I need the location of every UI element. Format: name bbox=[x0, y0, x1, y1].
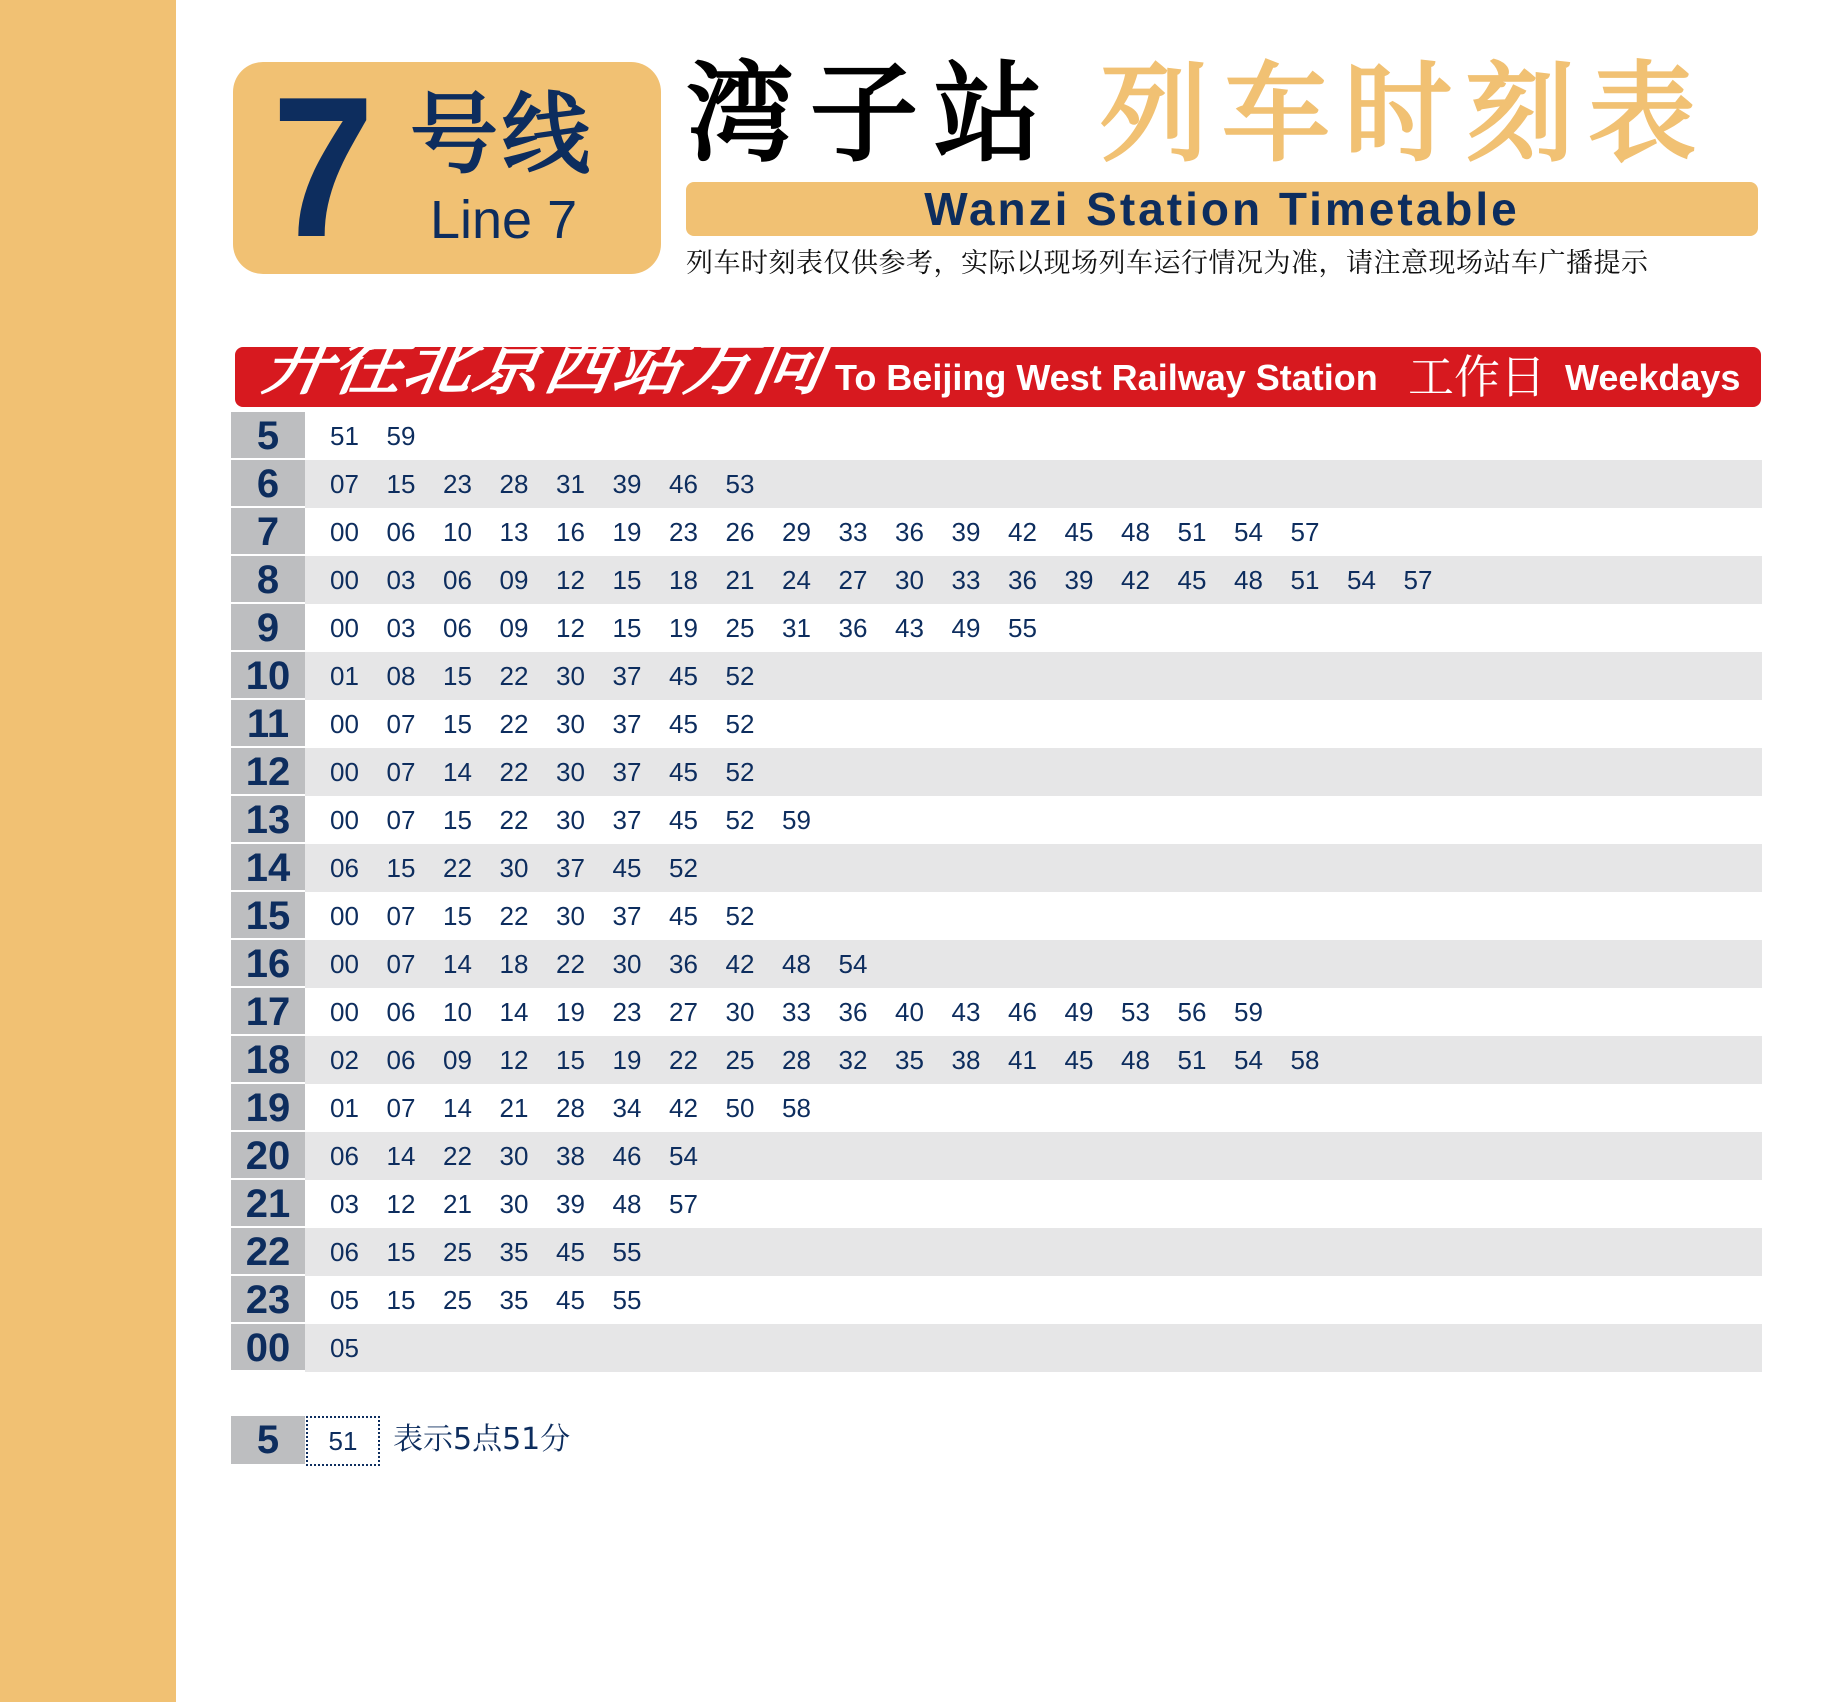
minute-value: 18 bbox=[669, 565, 698, 595]
minute-value: 48 bbox=[1121, 1045, 1150, 1075]
minute-value: 59 bbox=[386, 421, 416, 451]
hour-cell: 23 bbox=[231, 1276, 305, 1322]
timetable-row bbox=[231, 700, 1762, 748]
minute-value: 54 bbox=[838, 949, 868, 979]
minute-value: 15 bbox=[386, 1285, 416, 1315]
minutes-cell bbox=[305, 940, 1762, 988]
minute-value: 27 bbox=[838, 565, 868, 595]
minute-value: 14 bbox=[443, 757, 472, 787]
minute-value: 10 bbox=[443, 997, 472, 1027]
minute-value: 46 bbox=[669, 469, 698, 499]
minute-value: 28 bbox=[782, 1045, 811, 1075]
minute-value: 22 bbox=[499, 757, 529, 787]
minute-value: 54 bbox=[1234, 1045, 1263, 1075]
minute-value: 45 bbox=[669, 661, 698, 691]
minute-value: 23 bbox=[612, 997, 642, 1027]
minute-value: 36 bbox=[838, 613, 868, 643]
minute-value: 53 bbox=[1121, 997, 1150, 1027]
minute-value: 58 bbox=[782, 1093, 811, 1123]
minute-value: 30 bbox=[725, 997, 755, 1027]
legend-hour: 5 bbox=[231, 1416, 305, 1464]
hour-cell: 5 bbox=[231, 412, 305, 458]
minute-value: 01 bbox=[330, 1093, 359, 1123]
timetable-row bbox=[231, 844, 1762, 892]
timetable-row bbox=[231, 1084, 1762, 1132]
minute-value: 12 bbox=[499, 1045, 529, 1075]
minute-value: 22 bbox=[499, 805, 529, 835]
minutes-cell bbox=[305, 1228, 1762, 1276]
minute-value: 56 bbox=[1177, 997, 1207, 1027]
minute-value: 06 bbox=[330, 1141, 359, 1171]
timetable-row bbox=[231, 652, 1762, 700]
timetable-row bbox=[231, 556, 1762, 604]
minute-value: 03 bbox=[386, 613, 416, 643]
minute-value: 46 bbox=[612, 1141, 642, 1171]
minute-value: 30 bbox=[499, 853, 529, 883]
minute-value: 15 bbox=[556, 1045, 585, 1075]
minutes-cell bbox=[305, 556, 1762, 604]
minute-value: 07 bbox=[386, 949, 416, 979]
side-color-bar bbox=[0, 0, 176, 1702]
minute-value: 38 bbox=[951, 1045, 981, 1075]
minute-value: 15 bbox=[386, 469, 416, 499]
minute-value: 15 bbox=[443, 709, 472, 739]
timetable-row bbox=[231, 1324, 1762, 1372]
minute-value: 00 bbox=[330, 901, 359, 931]
minute-value: 57 bbox=[1403, 565, 1433, 595]
minute-value: 45 bbox=[612, 853, 642, 883]
minute-value: 19 bbox=[612, 517, 642, 547]
minutes-cell bbox=[305, 748, 1762, 796]
line-name-en: Line 7 bbox=[430, 190, 578, 250]
minute-value: 30 bbox=[556, 901, 585, 931]
timetable-row bbox=[231, 508, 1762, 556]
minute-value: 39 bbox=[612, 469, 642, 499]
minute-value: 36 bbox=[1008, 565, 1037, 595]
title-suffix: 列车时刻表 bbox=[1100, 52, 1711, 177]
hour-cell: 20 bbox=[231, 1132, 305, 1178]
minute-value: 10 bbox=[443, 517, 472, 547]
minute-value: 37 bbox=[556, 853, 585, 883]
minute-value: 01 bbox=[330, 661, 359, 691]
line-name-cn: 号线 bbox=[410, 83, 595, 186]
hour-cell: 14 bbox=[231, 844, 305, 890]
minute-value: 46 bbox=[1008, 997, 1037, 1027]
minute-value: 48 bbox=[1121, 517, 1150, 547]
hour-cell: 22 bbox=[231, 1228, 305, 1274]
hour-cell: 16 bbox=[231, 940, 305, 986]
minute-value: 25 bbox=[443, 1237, 472, 1267]
minute-value: 21 bbox=[499, 1093, 529, 1123]
minute-value: 55 bbox=[612, 1285, 642, 1315]
minute-value: 33 bbox=[838, 517, 868, 547]
minute-value: 43 bbox=[895, 613, 924, 643]
hour-cell: 15 bbox=[231, 892, 305, 938]
minute-value: 19 bbox=[612, 1045, 642, 1075]
minute-value: 07 bbox=[386, 1093, 416, 1123]
hour-cell: 12 bbox=[231, 748, 305, 794]
minutes-cell bbox=[305, 1180, 1762, 1228]
timetable-row bbox=[231, 460, 1762, 508]
minute-value: 54 bbox=[669, 1141, 698, 1171]
day-type-cn: 工作日 bbox=[1408, 350, 1546, 404]
minute-value: 29 bbox=[782, 517, 811, 547]
hour-cell: 10 bbox=[231, 652, 305, 698]
station-name: 湾子站 bbox=[686, 52, 1059, 177]
minute-value: 30 bbox=[556, 757, 585, 787]
minute-value: 15 bbox=[443, 901, 472, 931]
line-number: 7 bbox=[272, 56, 375, 279]
minute-value: 53 bbox=[725, 469, 755, 499]
timetable-row bbox=[231, 1036, 1762, 1084]
hour-cell: 13 bbox=[231, 796, 305, 842]
minute-value: 06 bbox=[386, 1045, 416, 1075]
hour-cell: 19 bbox=[231, 1084, 305, 1130]
minute-value: 51 bbox=[1177, 517, 1207, 547]
english-title: Wanzi Station Timetable bbox=[924, 183, 1520, 235]
timetable-row bbox=[231, 604, 1762, 652]
minute-value: 48 bbox=[612, 1189, 642, 1219]
minute-value: 07 bbox=[386, 709, 416, 739]
minute-value: 07 bbox=[330, 469, 359, 499]
minute-value: 52 bbox=[669, 853, 698, 883]
minute-value: 00 bbox=[330, 709, 359, 739]
hour-cell: 18 bbox=[231, 1036, 305, 1082]
minute-value: 36 bbox=[838, 997, 868, 1027]
minute-value: 58 bbox=[1290, 1045, 1320, 1075]
minute-value: 02 bbox=[330, 1045, 359, 1075]
minute-value: 21 bbox=[443, 1189, 472, 1219]
minute-value: 45 bbox=[669, 757, 698, 787]
minute-value: 55 bbox=[612, 1237, 642, 1267]
minute-value: 42 bbox=[1121, 565, 1150, 595]
minute-value: 23 bbox=[669, 517, 698, 547]
minute-value: 59 bbox=[1234, 997, 1263, 1027]
timetable-row bbox=[231, 796, 1762, 844]
minutes-cell bbox=[305, 844, 1762, 892]
minute-value: 19 bbox=[556, 997, 585, 1027]
minute-value: 33 bbox=[782, 997, 811, 1027]
minute-value: 12 bbox=[386, 1189, 416, 1219]
minute-value: 30 bbox=[556, 709, 585, 739]
minute-value: 12 bbox=[556, 613, 585, 643]
minute-value: 18 bbox=[499, 949, 529, 979]
minute-value: 42 bbox=[725, 949, 755, 979]
minute-value: 00 bbox=[330, 805, 359, 835]
legend-minute: 51 bbox=[306, 1416, 380, 1466]
minutes-cell bbox=[305, 892, 1762, 940]
hour-cell: 17 bbox=[231, 988, 305, 1034]
minute-value: 49 bbox=[1064, 997, 1094, 1027]
minute-value: 35 bbox=[895, 1045, 924, 1075]
minutes-cell bbox=[305, 460, 1762, 508]
minute-value: 13 bbox=[499, 517, 529, 547]
minute-value: 39 bbox=[951, 517, 981, 547]
minute-value: 15 bbox=[612, 565, 642, 595]
minute-value: 09 bbox=[443, 1045, 472, 1075]
minutes-cell bbox=[305, 652, 1762, 700]
minute-value: 30 bbox=[499, 1141, 529, 1171]
minute-value: 06 bbox=[386, 997, 416, 1027]
minutes-cell bbox=[305, 508, 1762, 556]
hour-cell: 00 bbox=[231, 1324, 305, 1370]
minute-value: 14 bbox=[443, 1093, 472, 1123]
minute-value: 51 bbox=[1290, 565, 1320, 595]
minute-value: 16 bbox=[556, 517, 585, 547]
minutes-cell bbox=[305, 1324, 1762, 1372]
minute-value: 33 bbox=[951, 565, 981, 595]
minutes-cell bbox=[305, 412, 1762, 460]
minute-value: 54 bbox=[1347, 565, 1376, 595]
minutes-cell bbox=[305, 1036, 1762, 1084]
minute-value: 45 bbox=[669, 901, 698, 931]
minute-value: 25 bbox=[725, 613, 755, 643]
minute-value: 06 bbox=[443, 613, 472, 643]
minute-value: 31 bbox=[782, 613, 811, 643]
hour-cell: 6 bbox=[231, 460, 305, 506]
minute-value: 37 bbox=[612, 805, 642, 835]
timetable-row bbox=[231, 748, 1762, 796]
minute-value: 12 bbox=[556, 565, 585, 595]
minute-value: 21 bbox=[725, 565, 755, 595]
minute-value: 34 bbox=[612, 1093, 642, 1123]
minute-value: 49 bbox=[951, 613, 981, 643]
minutes-cell bbox=[305, 604, 1762, 652]
minute-value: 30 bbox=[895, 565, 924, 595]
minute-value: 50 bbox=[725, 1093, 755, 1123]
minute-value: 42 bbox=[669, 1093, 698, 1123]
hour-cell: 21 bbox=[231, 1180, 305, 1226]
minute-value: 48 bbox=[1234, 565, 1263, 595]
minute-value: 39 bbox=[1064, 565, 1094, 595]
minute-value: 48 bbox=[782, 949, 811, 979]
minutes-cell bbox=[305, 1132, 1762, 1180]
minute-value: 28 bbox=[499, 469, 529, 499]
minute-value: 23 bbox=[443, 469, 472, 499]
minute-value: 22 bbox=[669, 1045, 698, 1075]
minute-value: 59 bbox=[782, 805, 811, 835]
minute-value: 51 bbox=[330, 421, 359, 451]
minute-value: 24 bbox=[782, 565, 811, 595]
minute-value: 45 bbox=[556, 1285, 585, 1315]
minutes-cell bbox=[305, 1084, 1762, 1132]
direction-cn: 开往北京西站方向 bbox=[258, 326, 833, 405]
minute-value: 57 bbox=[669, 1189, 698, 1219]
minute-value: 38 bbox=[556, 1141, 585, 1171]
minute-value: 35 bbox=[499, 1285, 529, 1315]
minute-value: 19 bbox=[669, 613, 698, 643]
minutes-cell bbox=[305, 1276, 1762, 1324]
minute-value: 00 bbox=[330, 613, 359, 643]
minute-value: 14 bbox=[443, 949, 472, 979]
minute-value: 09 bbox=[499, 613, 529, 643]
minute-value: 06 bbox=[330, 1237, 359, 1267]
minutes-cell bbox=[305, 700, 1762, 748]
minute-value: 22 bbox=[499, 901, 529, 931]
minute-value: 14 bbox=[499, 997, 529, 1027]
minute-value: 07 bbox=[386, 901, 416, 931]
minute-value: 28 bbox=[556, 1093, 585, 1123]
minute-value: 22 bbox=[556, 949, 585, 979]
minute-value: 06 bbox=[330, 853, 359, 883]
minute-value: 45 bbox=[1064, 517, 1094, 547]
minute-value: 30 bbox=[612, 949, 642, 979]
timetable-row bbox=[231, 988, 1762, 1036]
minute-value: 42 bbox=[1008, 517, 1037, 547]
minute-value: 07 bbox=[386, 805, 416, 835]
minute-value: 35 bbox=[499, 1237, 529, 1267]
minute-value: 31 bbox=[556, 469, 585, 499]
minute-value: 30 bbox=[556, 661, 585, 691]
minute-value: 40 bbox=[895, 997, 924, 1027]
timetable-row bbox=[231, 1276, 1762, 1324]
minute-value: 55 bbox=[1008, 613, 1037, 643]
minute-value: 05 bbox=[330, 1285, 359, 1315]
minute-value: 52 bbox=[725, 709, 755, 739]
direction-en: To Beijing West Railway Station bbox=[835, 357, 1378, 398]
minute-value: 39 bbox=[556, 1189, 585, 1219]
timetable bbox=[231, 412, 1762, 1372]
timetable-row bbox=[231, 892, 1762, 940]
hour-cell: 11 bbox=[231, 700, 305, 746]
minute-value: 37 bbox=[612, 661, 642, 691]
minute-value: 00 bbox=[330, 949, 359, 979]
minute-value: 27 bbox=[669, 997, 698, 1027]
minute-value: 45 bbox=[669, 709, 698, 739]
minute-value: 36 bbox=[895, 517, 924, 547]
minute-value: 26 bbox=[725, 517, 755, 547]
minute-value: 45 bbox=[1177, 565, 1207, 595]
timetable-row bbox=[231, 940, 1762, 988]
minute-value: 25 bbox=[725, 1045, 755, 1075]
minute-value: 06 bbox=[443, 565, 472, 595]
minutes-cell bbox=[305, 988, 1762, 1036]
minute-value: 52 bbox=[725, 661, 755, 691]
minute-value: 43 bbox=[951, 997, 981, 1027]
minute-value: 00 bbox=[330, 997, 359, 1027]
minute-value: 03 bbox=[386, 565, 416, 595]
minute-value: 00 bbox=[330, 757, 359, 787]
minute-value: 25 bbox=[443, 1285, 472, 1315]
minute-value: 51 bbox=[1177, 1045, 1207, 1075]
timetable-row bbox=[231, 1180, 1762, 1228]
minute-value: 22 bbox=[499, 661, 529, 691]
notice-text: 列车时刻表仅供参考，实际以现场列车运行情况为准，请注意现场站车广播提示 bbox=[686, 248, 1649, 279]
minute-value: 05 bbox=[330, 1333, 359, 1363]
minute-value: 52 bbox=[725, 757, 755, 787]
minute-value: 22 bbox=[443, 1141, 472, 1171]
minute-value: 37 bbox=[612, 901, 642, 931]
minute-value: 32 bbox=[838, 1045, 868, 1075]
day-type-en: Weekdays bbox=[1565, 357, 1741, 398]
minute-value: 22 bbox=[443, 853, 472, 883]
hour-cell: 7 bbox=[231, 508, 305, 554]
minute-value: 00 bbox=[330, 517, 359, 547]
minute-value: 15 bbox=[612, 613, 642, 643]
timetable-row bbox=[231, 412, 1762, 460]
minute-value: 09 bbox=[499, 565, 529, 595]
legend-text: 表示5点51分 bbox=[393, 1422, 571, 1457]
minute-value: 14 bbox=[386, 1141, 416, 1171]
minute-value: 15 bbox=[443, 661, 472, 691]
minute-value: 30 bbox=[499, 1189, 529, 1219]
minute-value: 37 bbox=[612, 757, 642, 787]
minute-value: 15 bbox=[386, 853, 416, 883]
minute-value: 15 bbox=[386, 1237, 416, 1267]
minute-value: 36 bbox=[669, 949, 698, 979]
minute-value: 03 bbox=[330, 1189, 359, 1219]
minute-value: 37 bbox=[612, 709, 642, 739]
minute-value: 54 bbox=[1234, 517, 1263, 547]
timetable-row bbox=[231, 1228, 1762, 1276]
hour-cell: 9 bbox=[231, 604, 305, 650]
minute-value: 07 bbox=[386, 757, 416, 787]
minute-value: 06 bbox=[386, 517, 416, 547]
hour-cell: 8 bbox=[231, 556, 305, 602]
minute-value: 52 bbox=[725, 805, 755, 835]
minute-value: 52 bbox=[725, 901, 755, 931]
minute-value: 08 bbox=[386, 661, 416, 691]
minute-value: 00 bbox=[330, 565, 359, 595]
minute-value: 15 bbox=[443, 805, 472, 835]
minute-value: 22 bbox=[499, 709, 529, 739]
minutes-cell bbox=[305, 796, 1762, 844]
minute-value: 45 bbox=[1064, 1045, 1094, 1075]
minute-value: 30 bbox=[556, 805, 585, 835]
timetable-row bbox=[231, 1132, 1762, 1180]
minute-value: 45 bbox=[556, 1237, 585, 1267]
minute-value: 45 bbox=[669, 805, 698, 835]
minute-value: 57 bbox=[1290, 517, 1320, 547]
minute-value: 41 bbox=[1008, 1045, 1037, 1075]
